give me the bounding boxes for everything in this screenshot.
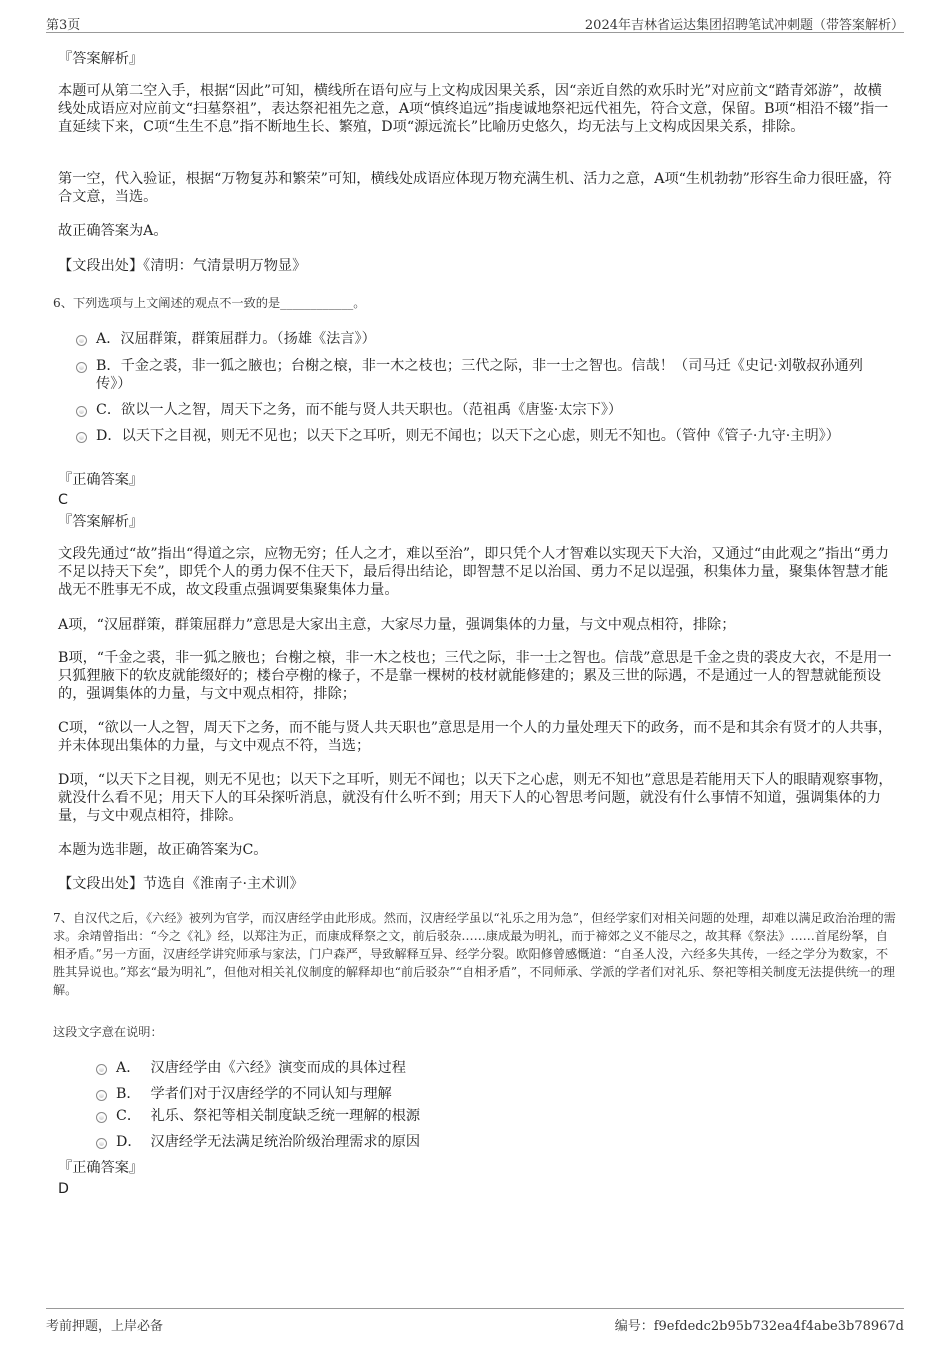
q7-question: 这段文字意在说明：	[53, 1025, 163, 1039]
q7-option-d-text: 汉唐经学无法满足统治阶级治理需求的原因	[150, 1134, 421, 1150]
q6-option-a-text: A．汉屈群策，群策屈群力。（扬雄《法言》）	[96, 331, 376, 347]
document-title: 2024年吉林省运达集团招聘笔试冲刺题（带答案解析）	[584, 18, 904, 33]
q7-option-b[interactable]	[116, 1085, 876, 1103]
radio-button-icon[interactable]	[96, 1064, 107, 1075]
q6-option-d-text: D．以天下之目视，则无不见也；以天下之耳听，则无不闻也；以天下之心虑，则无不知也。（管仲《管子·九守·主明》）	[96, 428, 840, 444]
q7-option-a[interactable]	[116, 1059, 876, 1077]
q6-analysis-b: B项，“千金之裘，非一狐之腋也；台榭之榱，非一木之枝也；三代之际，非一士之智也。信哉”意思是千金之贵的裘皮大衣，不是用一只狐狸腋下的软皮就能缀好的；楼台亭榭的椽子，不是靠一棵树的枝材就能修建的；累及三世的际遇，不是通过一人的智慧就能预设的，强调集体的力量，与文中观点相符，排除；	[58, 650, 892, 702]
q6-answer-label: 『正确答案』	[58, 472, 144, 488]
q7-option-b-label: B．	[116, 1086, 141, 1102]
q6-answer: C	[58, 492, 68, 508]
radio-button-icon[interactable]	[76, 335, 87, 346]
document-code: 编号：f9efdedc2b95b732ea4f4abe3b78967d	[614, 1319, 904, 1334]
q6-option-b-text: B．千金之裘，非一狐之腋也；台榭之榱，非一木之枝也；三代之际，非一士之智也。信哉！（司马迁《史记·刘敬叔孙通列传》）	[96, 358, 863, 392]
radio-button-icon[interactable]	[76, 406, 87, 417]
page-number: 第3页	[46, 18, 81, 33]
q6-analysis-para1: 文段先通过“故”指出“得道之宗，应物无穷；任人之才，难以至治”，即只凭个人才智难以实现天下大治，又通过“由此观之”指出“勇力不足以持天下矣”，即凭个人的勇力保不住天下，最后得出结论，即智慧不足以治国、勇力不足以逞强，积集体力量，聚集体智慧才能战无不胜事无不成，故文段重点强调要集聚集体力量。	[58, 546, 890, 598]
q6-conclusion: 本题为选非题，故正确答案为C。	[58, 842, 268, 858]
q5-source: 【文段出处】《清明：气清景明万物显》	[58, 258, 307, 274]
q7-option-a-label: A．	[116, 1060, 141, 1076]
q6-analysis-d: D项，“以天下之目视，则无不见也；以天下之耳听，则无不闻也；以天下之心虑，则无不知也”意思是若能用天下人的眼睛观察事物，就没什么看不见；用天下人的耳朵探听消息，就没有什么听不到；用天下人的心智思考问题，就没有什么事情不知道，强调集体的力量，与文中观点相符，排除。	[58, 772, 893, 824]
q6-analysis-a: A项，“汉屈群策，群策屈群力”意思是大家出主意，大家尽力量，强调集体的力量，与文中观点相符，排除；	[58, 617, 736, 633]
q5-analysis-para1: 本题可从第二空入手，根据“因此”可知，横线所在语句应与上文构成因果关系，因“亲近自然的欢乐时光”对应前文“踏青郊游”，故横线处成语应对应前文“扫墓祭祖”，表达祭祀祖先之意，A项“慎终追远”指虔诚地祭祀远代祖先，符合文意，保留。B项“相沿不辍”指一直延续下来，C项“生生不息”指不断地生长、繁殖，D项“源远流长”比喻历史悠久，均无法与上文构成因果关系，排除。	[58, 83, 889, 135]
q6-option-d[interactable]	[96, 427, 886, 445]
q7-option-a-text: 汉唐经学由《六经》演变而成的具体过程	[150, 1060, 406, 1076]
radio-button-icon[interactable]	[96, 1112, 107, 1123]
q7-option-c[interactable]	[116, 1107, 876, 1125]
radio-button-icon[interactable]	[96, 1090, 107, 1101]
q6-option-c-text: C．欲以一人之智，周天下之务，而不能与贤人共天职也。（范祖禹《唐鉴·太宗下》）	[96, 402, 623, 418]
radio-button-icon[interactable]	[96, 1138, 107, 1149]
q7-stem: 7、自汉代之后，《六经》被列为官学，而汉唐经学由此形成。然而，汉唐经学虽以“礼乐之用为急”，但经学家们对相关问题的处理，却难以满足政治治理的需求。余靖曾指出：“今之《礼》经，以郑注为正，而康成释祭之文，前后驳杂……康成最为明礼，而于禘郊之义不能尽之，故其释《祭法》……首尾纷拏，自相矛盾。”另一方面，汉唐经学讲究师承与家法，门户森严，导致解释互异、经学分裂。欧阳修曾感慨道：“自圣人没，六经多失其传，一经之学分为数家，不胜其异说也。”郑玄“最为明礼”，但他对相关礼仪制度的解释却也“前后驳杂”“自相矛盾”，不同师承、学派的学者们对礼乐、祭祀等相关制度无法提供统一的理解。	[53, 911, 896, 997]
radio-button-icon[interactable]	[76, 362, 87, 373]
page-footer	[46, 1308, 904, 1333]
q6-option-b[interactable]	[96, 357, 886, 393]
q7-answer: D	[58, 1181, 69, 1197]
q6-source: 【文段出处】节选自《淮南子·主术训》	[58, 876, 304, 892]
q7-option-c-label: C．	[116, 1108, 142, 1124]
q6-analysis-label: 『答案解析』	[58, 514, 144, 530]
q7-option-b-text: 学者们对于汉唐经学的不同认知与理解	[150, 1086, 392, 1102]
q6-option-c[interactable]	[96, 401, 886, 419]
q7-answer-label: 『正确答案』	[58, 1160, 144, 1176]
q6-option-a[interactable]	[96, 330, 886, 348]
page-header	[46, 12, 904, 33]
q6-analysis-c: C项，“欲以一人之智，周天下之务，而不能与贤人共天职也”意思是用一个人的力量处理天下的政务，而不是和其余有贤才的人共事，并未体现出集体的力量，与文中观点不符，当选；	[58, 720, 893, 754]
footer-slogan: 考前押题，上岸必备	[46, 1319, 164, 1334]
q7-option-d[interactable]	[116, 1133, 876, 1151]
q5-analysis-label: 『答案解析』	[58, 51, 144, 67]
q5-analysis-para2: 第一空，代入验证，根据“万物复苏和繁荣”可知，横线处成语应体现万物充满生机、活力之意，A项“生机勃勃”形容生命力很旺盛，符合文意，当选。	[58, 171, 892, 205]
q5-conclusion: 故正确答案为A。	[58, 223, 168, 239]
q7-option-d-label: D．	[116, 1134, 142, 1150]
radio-button-icon[interactable]	[76, 432, 87, 443]
q6-stem: 6、下列选项与上文阐述的观点不一致的是____________。	[53, 296, 366, 310]
q7-option-c-text: 礼乐、祭祀等相关制度缺乏统一理解的根源	[150, 1108, 421, 1124]
